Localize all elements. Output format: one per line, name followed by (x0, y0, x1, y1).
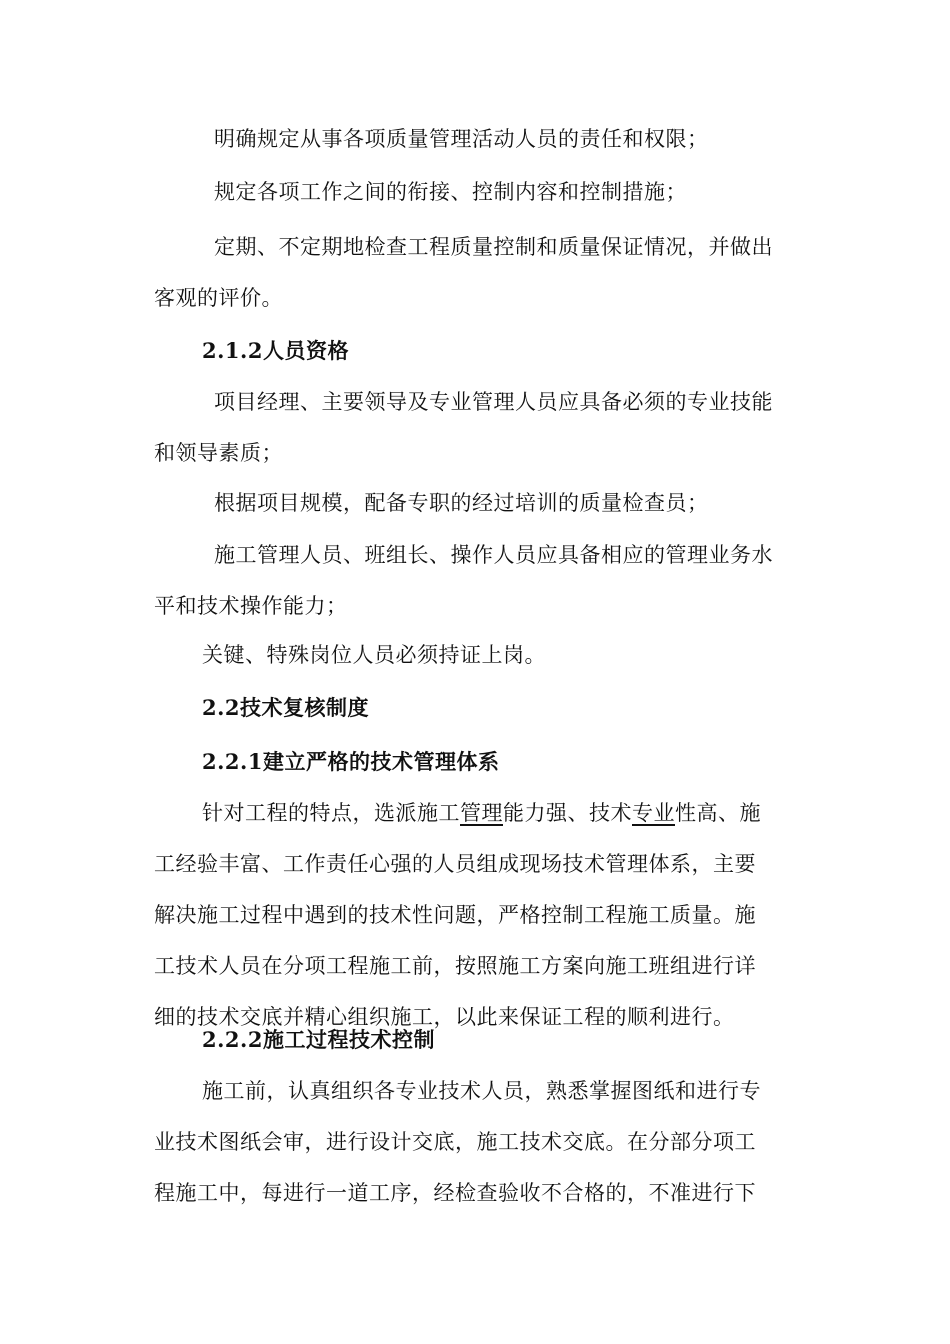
section-heading-2-1-2 (154, 325, 846, 376)
text-line: 工技术人员在分项工程施工前，按照施工方案向施工班组进行详 (154, 954, 756, 978)
text-line: 细的技术交底并精心组织施工，以此来保证工程的顺利进行。 (154, 1005, 735, 1029)
text-line: 业技术图纸会审，进行设计交底，施工技术交底。在分部分项工 (154, 1130, 756, 1154)
heading-text: 2.1.2人员资格 (202, 338, 349, 363)
text-line: 项目经理、主要领导及专业管理人员应具备必须的专业技能 (214, 390, 773, 414)
paragraph-process-control (154, 1066, 798, 1219)
text-fragment: 针对工程的特点，选派施工 (202, 801, 460, 825)
text-fragment: 能力强、技术 (503, 801, 632, 825)
paragraph-responsibility (154, 114, 858, 165)
paragraph-inspection (154, 222, 798, 324)
underlined-term: 管理 (460, 801, 503, 825)
section-heading-2-2 (154, 682, 846, 733)
heading-text: 2.2.2施工过程技术控制 (202, 1027, 435, 1052)
underlined-term: 专业 (632, 801, 675, 825)
text-line: 施工前，认真组织各专业技术人员，熟悉掌握图纸和进行专 (202, 1079, 761, 1103)
text-line: 明确规定从事各项质量管理活动人员的责任和权限； (214, 127, 709, 151)
paragraph-staff-abilities (154, 530, 798, 632)
paragraph-manager-qualifications (154, 377, 798, 479)
text-fragment: 性高、施 (675, 801, 761, 825)
paragraph-inspectors (154, 478, 858, 529)
text-line: 施工管理人员、班组长、操作人员应具备相应的管理业务水 (214, 543, 773, 567)
text-line: 解决施工过程中遇到的技术性问题，严格控制工程施工质量。施 (154, 903, 756, 927)
heading-text: 2.2技术复核制度 (202, 695, 370, 720)
section-heading-2-2-1 (154, 736, 846, 787)
text-line: 定期、不定期地检查工程质量控制和质量保证情况，并做出 (214, 235, 773, 259)
paragraph-coordination (154, 167, 858, 218)
paragraph-certification (154, 630, 846, 681)
text-line: 和领导素质； (154, 441, 283, 465)
text-line: 根据项目规模，配备专职的经过培训的质量检查员； (214, 491, 709, 515)
text-line: 关键、特殊岗位人员必须持证上岗。 (202, 643, 546, 667)
text-line: 工经验丰富、工作责任心强的人员组成现场技术管理体系，主要 (154, 852, 756, 876)
text-line (154, 788, 798, 839)
text-line: 程施工中，每进行一道工序，经检查验收不合格的，不准进行下 (154, 1181, 756, 1205)
text-line: 规定各项工作之间的衔接、控制内容和控制措施； (214, 180, 687, 204)
section-heading-2-2-2 (154, 1014, 846, 1065)
text-line: 客观的评价。 (154, 286, 283, 310)
text-line: 平和技术操作能力； (154, 594, 348, 618)
heading-text: 2.2.1建立严格的技术管理体系 (202, 749, 500, 774)
paragraph-technical-system (154, 788, 798, 1043)
